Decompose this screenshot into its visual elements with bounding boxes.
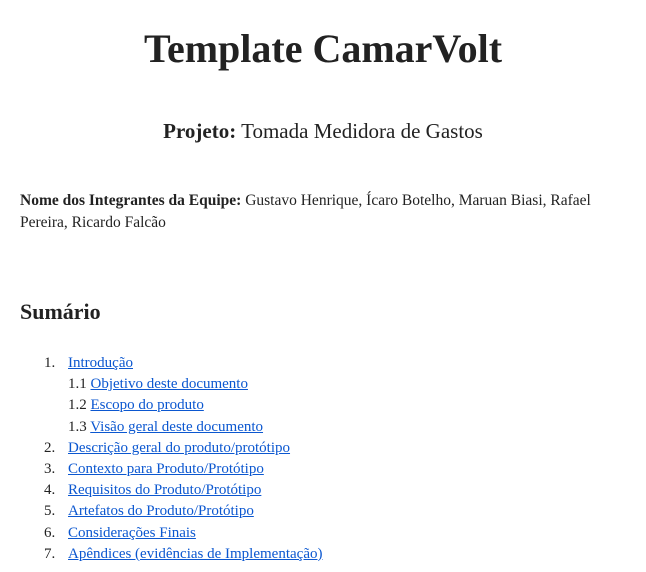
toc-item-requisitos: [20, 480, 620, 501]
toc-link-artefatos[interactable]: Artefatos do Produto/Protótipo: [68, 503, 254, 520]
team-names: Gustavo Henrique, Ícaro Botelho, Maruan Biasi, Rafael Pereira, Ricardo Falcão: [20, 192, 591, 231]
toc-item-objetivo: [20, 374, 620, 395]
toc-item-descricao: [20, 438, 620, 459]
summary-title: Sumário: [20, 299, 101, 324]
toc-item-apendices: [20, 544, 620, 565]
toc-item-escopo: [20, 395, 620, 416]
toc-number: 1.: [44, 355, 56, 371]
toc-link-escopo[interactable]: Escopo do produto: [90, 397, 204, 414]
toc-link-descricao[interactable]: Descrição geral do produto/protótipo: [68, 439, 291, 456]
toc-number: 5.: [44, 503, 56, 520]
toc-number: 1.1: [68, 376, 91, 393]
toc-item-consideracoes: [20, 523, 620, 544]
toc-link-visao-geral[interactable]: Visão geral deste documento: [90, 418, 264, 435]
toc-link-objetivo[interactable]: Objetivo deste documento: [90, 376, 248, 393]
toc-link-consideracoes[interactable]: Considerações Finais: [68, 524, 196, 541]
project-line: [20, 117, 626, 145]
team-members: [20, 190, 620, 234]
toc-item-artefatos: [20, 501, 620, 522]
toc-number: 3.: [44, 460, 56, 477]
toc-link-contexto[interactable]: Contexto para Produto/Protótipo: [68, 460, 264, 477]
team-label: Nome dos Integrantes da Equipe:: [20, 192, 242, 209]
toc-number: 2.: [44, 439, 56, 456]
project-name: Tomada Medidora de Gastos: [241, 119, 483, 143]
project-label: Projeto:: [163, 119, 237, 143]
toc-number: 7.: [44, 545, 56, 562]
toc-item-introducao: [20, 353, 620, 374]
toc-link-apendices[interactable]: Apêndices (evidências de Implementação): [68, 545, 323, 562]
toc-link-requisitos[interactable]: Requisitos do Produto/Protótipo: [68, 482, 262, 499]
toc-number: 4.: [44, 482, 56, 499]
document-title: Template CamarVolt: [143, 26, 503, 71]
table-of-contents: [20, 353, 620, 565]
toc-item-visao-geral: [20, 417, 620, 438]
toc-number: 1.3: [68, 418, 91, 435]
toc-item-contexto: [20, 459, 620, 480]
toc-number: 1.2: [68, 397, 91, 414]
toc-number: 6.: [44, 524, 56, 541]
toc-link-introducao[interactable]: Introdução: [68, 355, 133, 371]
